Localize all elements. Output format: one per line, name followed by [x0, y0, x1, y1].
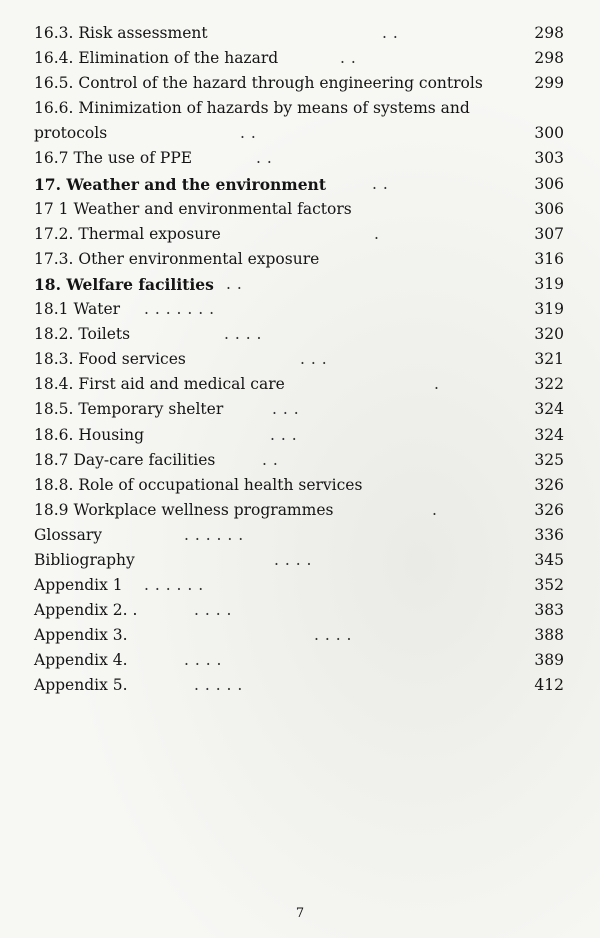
- toc-entry-leader-dots: . .: [226, 274, 243, 293]
- toc-entry-leader-dots: .: [374, 224, 380, 243]
- toc-entry-leader-dots: . . . .: [274, 550, 312, 569]
- toc-entry-leader-dots: . .: [240, 124, 257, 143]
- toc-entry-leader-dots: . .: [262, 450, 279, 469]
- toc-entry-leader-dots: . . . . .: [194, 676, 243, 695]
- toc-entry-title: 17 1 Weather and environmental factors: [34, 199, 352, 218]
- toc-entry-page: 298: [534, 49, 564, 68]
- toc-entry-title: 17.3. Other environmental exposure: [34, 249, 320, 268]
- toc-entry-page: 299: [534, 74, 564, 93]
- toc-entry-page: 345: [534, 550, 564, 569]
- table-of-contents: [34, 21, 564, 699]
- toc-entry-title: Appendix 2. .: [34, 601, 138, 620]
- toc-entry-leader-dots: . . . .: [224, 325, 262, 344]
- page-number: 7: [295, 906, 305, 921]
- toc-entry-leader-dots: . .: [340, 49, 357, 68]
- toc-entry-leader-dots: . . .: [272, 400, 300, 419]
- toc-entry-page: 322: [534, 375, 564, 394]
- toc-entry-title: 18.9 Workplace wellness programmes: [34, 500, 334, 519]
- toc-entry-page: 319: [534, 274, 564, 293]
- toc-entry-title: 16.6. Minimization of hazards by means of systems and: [34, 99, 470, 118]
- toc-entry: [34, 21, 564, 46]
- toc-entry-page: 300: [534, 124, 564, 143]
- toc-entry-title: Glossary: [34, 525, 102, 544]
- toc-entry-page: 412: [534, 676, 564, 695]
- toc-entry-title: 16.3. Risk assessment: [34, 24, 208, 42]
- toc-entry: [34, 71, 564, 96]
- toc-entry: [34, 222, 564, 247]
- toc-entry-title: 16.7 The use of PPE: [34, 149, 193, 168]
- toc-entry-page: 324: [534, 425, 564, 444]
- toc-entry-leader-dots: . . . .: [314, 626, 352, 645]
- toc-entry-title: 18.3. Food services: [34, 350, 186, 369]
- toc-entry-page: 316: [534, 249, 564, 268]
- toc-entry: [34, 397, 564, 422]
- toc-entry-title: protocols: [34, 124, 108, 143]
- toc-entry-page: 336: [534, 525, 564, 544]
- toc-entry-title: 17. Weather and the environment: [34, 174, 326, 194]
- toc-entry: [34, 573, 564, 598]
- toc-entry: [34, 247, 564, 272]
- toc-entry-page: 388: [534, 626, 564, 645]
- toc-entry-title: Appendix 3.: [34, 626, 128, 645]
- toc-entry-page: 307: [534, 224, 564, 243]
- toc-entry-page: 306: [534, 199, 564, 218]
- toc-entry: [34, 347, 564, 372]
- toc-entry-page: 321: [534, 350, 564, 369]
- toc-entry-title: Appendix 4.: [34, 651, 128, 670]
- toc-entry: [34, 297, 564, 322]
- toc-entry-title: 18.8. Role of occupational health services: [34, 475, 363, 494]
- toc-entry-page: 320: [534, 325, 564, 344]
- toc-entry-title: 18. Welfare facilities: [34, 274, 214, 294]
- toc-entry-title: 18.5. Temporary shelter: [34, 400, 224, 419]
- toc-entry-page: 326: [534, 475, 564, 494]
- toc-entry-page: 383: [534, 601, 564, 620]
- toc-entry-page: 303: [534, 149, 564, 168]
- toc-entry: [34, 448, 564, 473]
- toc-entry-leader-dots: . . .: [270, 425, 298, 444]
- toc-entry: [34, 648, 564, 673]
- toc-entry-leader-dots: .: [432, 500, 438, 519]
- toc-entry-title: 18.2. Toilets: [34, 325, 131, 344]
- toc-entry-leader-dots: . .: [372, 174, 389, 193]
- toc-entry: [34, 272, 564, 297]
- toc-entry-page: 325: [534, 450, 564, 469]
- toc-entry-leader-dots: . . . . . .: [144, 576, 204, 595]
- toc-entry-title: 18.6. Housing: [34, 425, 145, 444]
- toc-entry-page: 389: [534, 651, 564, 670]
- toc-entry: [34, 372, 564, 397]
- toc-entry: [34, 146, 564, 171]
- toc-entry-leader-dots: . . .: [300, 350, 328, 369]
- toc-entry: [34, 498, 564, 523]
- toc-entry: [34, 322, 564, 347]
- toc-entry-leader-dots: . . . . . .: [184, 525, 244, 544]
- toc-entry-leader-dots: . . . .: [194, 601, 232, 620]
- toc-entry-title: 18.7 Day-care facilities: [34, 450, 216, 469]
- toc-entry-title: 16.5. Control of the hazard through engineering controls: [34, 74, 483, 93]
- toc-entry-title: Appendix 1: [34, 576, 123, 595]
- toc-entry-page: 298: [534, 24, 564, 42]
- toc-entry: [34, 46, 564, 71]
- toc-entry: [34, 523, 564, 548]
- toc-entry-title: 18.4. First aid and medical care: [34, 375, 285, 394]
- toc-entry-title: 16.4. Elimination of the hazard: [34, 49, 279, 68]
- toc-entry-leader-dots: .: [434, 375, 440, 394]
- toc-entry-title: Bibliography: [34, 550, 135, 569]
- toc-entry: [34, 623, 564, 648]
- toc-entry-leader-dots: . .: [382, 24, 399, 42]
- toc-entry: [34, 197, 564, 222]
- toc-entry: [34, 96, 564, 121]
- toc-entry: [34, 673, 564, 698]
- toc-entry-leader-dots: . .: [256, 149, 273, 168]
- toc-entry: [34, 598, 564, 623]
- toc-entry: [34, 423, 564, 448]
- toc-entry-page: 352: [534, 576, 564, 595]
- toc-entry: [34, 121, 564, 146]
- toc-entry-title: 18.1 Water: [34, 300, 121, 319]
- toc-entry: [34, 172, 564, 197]
- toc-entry-page: 324: [534, 400, 564, 419]
- toc-entry-page: 306: [534, 174, 564, 193]
- toc-entry-leader-dots: . . . . . . .: [144, 300, 215, 319]
- toc-entry-title: 17.2. Thermal exposure: [34, 224, 221, 243]
- toc-entry-title: Appendix 5.: [34, 676, 128, 695]
- toc-entry: [34, 473, 564, 498]
- toc-entry-page: 319: [534, 300, 564, 319]
- toc-entry-page: 326: [534, 500, 564, 519]
- toc-entry: [34, 548, 564, 573]
- toc-entry-leader-dots: . . . .: [184, 651, 222, 670]
